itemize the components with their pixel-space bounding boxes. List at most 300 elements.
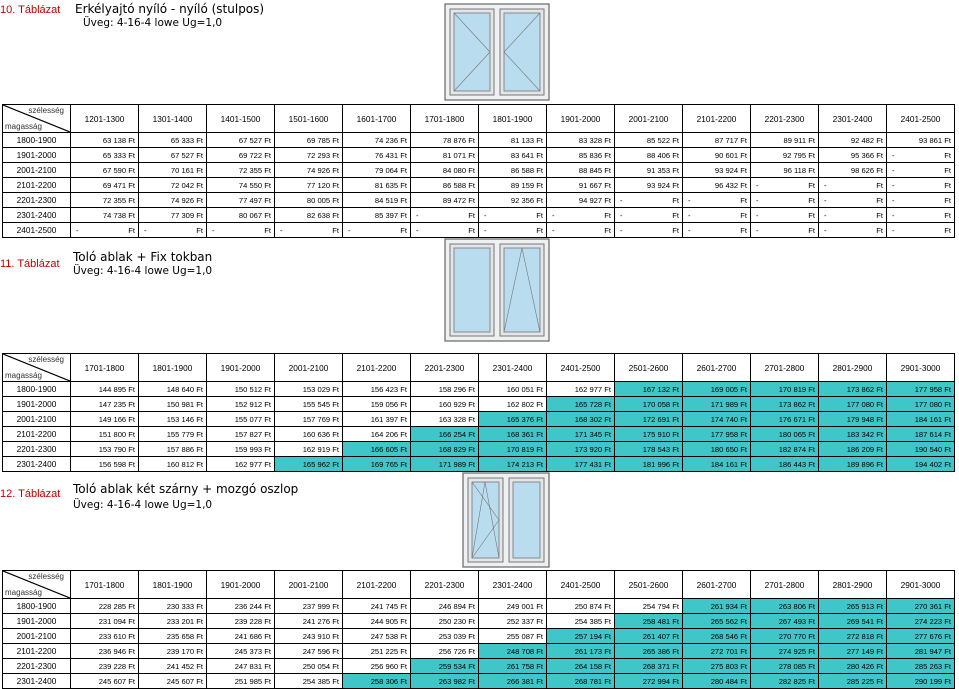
column-header: 1701-1800 [411, 105, 479, 133]
height-label: magasság [5, 122, 42, 131]
price-cell: - Ft [615, 223, 683, 238]
price-table-body [3, 105, 955, 238]
price-cell: 239 228 Ft [71, 659, 139, 674]
price-cell: 155 779 Ft [139, 427, 207, 442]
price-cell: - Ft [343, 223, 411, 238]
price-cell: 160 812 Ft [139, 457, 207, 472]
column-header: 2701-2800 [751, 354, 819, 382]
price-cell: 166 605 Ft [343, 442, 411, 457]
price-cell: 92 356 Ft [479, 193, 547, 208]
price-cell: 254 385 Ft [547, 614, 615, 629]
row-header: 1901-2000 [3, 397, 71, 412]
price-cell: 74 550 Ft [207, 178, 275, 193]
price-cell: 173 920 Ft [547, 442, 615, 457]
table-row [3, 457, 955, 472]
price-cell: 69 785 Ft [275, 133, 343, 148]
corner-cell [3, 105, 71, 133]
row-header: 1901-2000 [3, 148, 71, 163]
price-cell: 93 924 Ft [683, 163, 751, 178]
price-cell: 252 337 Ft [479, 614, 547, 629]
column-header: 2901-3000 [887, 354, 955, 382]
price-cell: 80 067 Ft [207, 208, 275, 223]
price-cell: 88 845 Ft [547, 163, 615, 178]
price-cell: 180 650 Ft [683, 442, 751, 457]
price-cell: 178 543 Ft [615, 442, 683, 457]
price-cell: 258 306 Ft [343, 674, 411, 689]
price-cell: - Ft [751, 223, 819, 238]
price-cell: 189 896 Ft [819, 457, 887, 472]
double-sliding-window-icon [462, 472, 550, 568]
price-cell: 266 381 Ft [479, 674, 547, 689]
price-cell: 249 001 Ft [479, 599, 547, 614]
price-cell: 173 862 Ft [819, 382, 887, 397]
price-cell: 170 819 Ft [751, 382, 819, 397]
price-cell: 171 989 Ft [683, 397, 751, 412]
price-cell: 169 765 Ft [343, 457, 411, 472]
price-cell: 259 534 Ft [411, 659, 479, 674]
column-header: 1401-1500 [207, 105, 275, 133]
row-header: 2301-2400 [3, 674, 71, 689]
price-cell: 70 161 Ft [139, 163, 207, 178]
price-table-body [3, 571, 955, 689]
table-row [3, 208, 955, 223]
row-header: 2201-2300 [3, 659, 71, 674]
price-cell: 95 366 Ft [819, 148, 887, 163]
price-cell: 157 886 Ft [139, 442, 207, 457]
table-row [3, 133, 955, 148]
price-cell: 274 223 Ft [887, 614, 955, 629]
table-row [3, 659, 955, 674]
price-cell: - Ft [819, 193, 887, 208]
price-cell: 157 769 Ft [275, 412, 343, 427]
table-row [3, 223, 955, 238]
price-cell: 77 497 Ft [207, 193, 275, 208]
price-cell: 176 671 Ft [751, 412, 819, 427]
price-cell: 181 996 Ft [615, 457, 683, 472]
price-cell: 247 596 Ft [275, 644, 343, 659]
column-header: 2001-2100 [275, 354, 343, 382]
table-title: Toló ablak két szárny + mozgó oszlop [73, 482, 299, 496]
table-row [3, 397, 955, 412]
price-cell: - Ft [887, 223, 955, 238]
price-cell: 263 982 Ft [411, 674, 479, 689]
row-header: 2301-2400 [3, 208, 71, 223]
width-label: szélesség [28, 106, 64, 115]
table-row [3, 427, 955, 442]
price-cell: - Ft [479, 208, 547, 223]
price-cell: 93 861 Ft [887, 133, 955, 148]
price-cell: 243 910 Ft [275, 629, 343, 644]
price-cell: 152 912 Ft [207, 397, 275, 412]
row-header: 1800-1900 [3, 382, 71, 397]
table-row [3, 442, 955, 457]
table-row [3, 674, 955, 689]
row-header: 2301-2400 [3, 457, 71, 472]
price-cell: 90 601 Ft [683, 148, 751, 163]
price-cell: 241 276 Ft [275, 614, 343, 629]
price-cell: 278 085 Ft [751, 659, 819, 674]
price-cell: 174 213 Ft [479, 457, 547, 472]
price-cell: 290 199 Ft [887, 674, 955, 689]
price-cell: 157 827 Ft [207, 427, 275, 442]
price-cell: 156 598 Ft [71, 457, 139, 472]
price-cell: 237 999 Ft [275, 599, 343, 614]
price-cell: 151 800 Ft [71, 427, 139, 442]
column-header: 2401-2500 [547, 571, 615, 599]
price-cell: 186 443 Ft [751, 457, 819, 472]
price-cell: 285 263 Ft [887, 659, 955, 674]
price-cell: 179 948 Ft [819, 412, 887, 427]
price-cell: 164 206 Ft [343, 427, 411, 442]
price-cell: 81 635 Ft [343, 178, 411, 193]
table-row [3, 614, 955, 629]
row-header: 2101-2200 [3, 427, 71, 442]
price-cell: 268 371 Ft [615, 659, 683, 674]
price-cell: 160 051 Ft [479, 382, 547, 397]
row-header: 2101-2200 [3, 644, 71, 659]
price-cell: 265 562 Ft [683, 614, 751, 629]
price-cell: - Ft [411, 208, 479, 223]
glass-spec: Üveg: 4-16-4 lowe Ug=1,0 [83, 17, 223, 29]
column-header: 2401-2500 [547, 354, 615, 382]
price-cell: 241 686 Ft [207, 629, 275, 644]
price-cell: 256 960 Ft [343, 659, 411, 674]
price-cell: 255 087 Ft [479, 629, 547, 644]
column-header: 1201-1300 [71, 105, 139, 133]
price-cell: 250 230 Ft [411, 614, 479, 629]
price-cell: - Ft [887, 208, 955, 223]
price-cell: - Ft [411, 223, 479, 238]
price-cell: 253 039 Ft [411, 629, 479, 644]
table-title: Erkélyajtó nyíló - nyíló (stulpos) [75, 2, 265, 16]
price-cell: 148 640 Ft [139, 382, 207, 397]
row-header: 2001-2100 [3, 412, 71, 427]
price-cell: 190 540 Ft [887, 442, 955, 457]
table-row [3, 193, 955, 208]
price-table-11 [2, 353, 955, 472]
price-cell: 89 472 Ft [411, 193, 479, 208]
price-cell: 280 426 Ft [819, 659, 887, 674]
price-cell: 77 120 Ft [275, 178, 343, 193]
price-cell: 187 614 Ft [887, 427, 955, 442]
price-cell: 230 333 Ft [139, 599, 207, 614]
column-header: 1901-2000 [207, 354, 275, 382]
corner-cell [3, 354, 71, 382]
price-cell: 241 452 Ft [139, 659, 207, 674]
price-cell: 175 910 Ft [615, 427, 683, 442]
price-cell: - Ft [615, 193, 683, 208]
price-cell: 281 947 Ft [887, 644, 955, 659]
corner-cell [3, 571, 71, 599]
price-cell: 233 610 Ft [71, 629, 139, 644]
width-label: szélesség [28, 572, 64, 581]
price-cell: 74 926 Ft [275, 163, 343, 178]
height-label: magasság [5, 371, 42, 380]
price-cell: 67 527 Ft [139, 148, 207, 163]
price-cell: 168 361 Ft [479, 427, 547, 442]
price-cell: 91 667 Ft [547, 178, 615, 193]
price-cell: 86 588 Ft [411, 178, 479, 193]
price-cell: 67 590 Ft [71, 163, 139, 178]
row-header: 2201-2300 [3, 442, 71, 457]
column-header: 2101-2200 [343, 571, 411, 599]
price-cell: 150 981 Ft [139, 397, 207, 412]
table-header-row [3, 571, 955, 599]
price-cell: 72 042 Ft [139, 178, 207, 193]
row-header: 2001-2100 [3, 163, 71, 178]
table-row [3, 599, 955, 614]
price-cell: 282 825 Ft [751, 674, 819, 689]
row-header: 2001-2100 [3, 629, 71, 644]
price-cell: 272 818 Ft [819, 629, 887, 644]
price-cell: 236 946 Ft [71, 644, 139, 659]
column-header: 1601-1700 [343, 105, 411, 133]
price-cell: - Ft [751, 208, 819, 223]
price-cell: 247 831 Ft [207, 659, 275, 674]
price-cell: 265 386 Ft [615, 644, 683, 659]
price-cell: 170 819 Ft [479, 442, 547, 457]
price-cell: 74 926 Ft [139, 193, 207, 208]
price-cell: 162 919 Ft [275, 442, 343, 457]
price-cell: - Ft [207, 223, 275, 238]
price-cell: 155 545 Ft [275, 397, 343, 412]
price-cell: 165 376 Ft [479, 412, 547, 427]
price-cell: 269 541 Ft [819, 614, 887, 629]
price-cell: 159 993 Ft [207, 442, 275, 457]
column-header: 2301-2400 [479, 571, 547, 599]
price-cell: 77 309 Ft [139, 208, 207, 223]
price-cell: 245 607 Ft [71, 674, 139, 689]
row-header: 1800-1900 [3, 133, 71, 148]
price-cell: - Ft [615, 208, 683, 223]
price-cell: 165 728 Ft [547, 397, 615, 412]
price-cell: 84 080 Ft [411, 163, 479, 178]
column-header: 2701-2800 [751, 571, 819, 599]
price-cell: 263 806 Ft [751, 599, 819, 614]
price-cell: 251 985 Ft [207, 674, 275, 689]
price-cell: 241 745 Ft [343, 599, 411, 614]
price-cell: 80 005 Ft [275, 193, 343, 208]
price-cell: 81 133 Ft [479, 133, 547, 148]
column-header: 2101-2200 [683, 105, 751, 133]
price-cell: 72 293 Ft [275, 148, 343, 163]
price-cell: 272 701 Ft [683, 644, 751, 659]
column-header: 1901-2000 [207, 571, 275, 599]
price-cell: 267 493 Ft [751, 614, 819, 629]
column-header: 2201-2300 [411, 571, 479, 599]
column-header: 2601-2700 [683, 571, 751, 599]
width-label: szélesség [28, 355, 64, 364]
price-cell: 233 201 Ft [139, 614, 207, 629]
price-cell: 84 519 Ft [343, 193, 411, 208]
price-cell: 153 029 Ft [275, 382, 343, 397]
column-header: 2001-2100 [615, 105, 683, 133]
price-cell: 155 077 Ft [207, 412, 275, 427]
table-row [3, 629, 955, 644]
price-cell: 76 431 Ft [343, 148, 411, 163]
price-cell: 153 146 Ft [139, 412, 207, 427]
price-cell: 162 802 Ft [479, 397, 547, 412]
column-header: 1801-1900 [139, 571, 207, 599]
price-cell: - Ft [819, 208, 887, 223]
price-cell: 160 636 Ft [275, 427, 343, 442]
price-cell: - Ft [887, 163, 955, 178]
table-row [3, 644, 955, 659]
price-cell: - Ft [819, 178, 887, 193]
price-cell: 92 482 Ft [819, 133, 887, 148]
price-cell: 257 194 Ft [547, 629, 615, 644]
price-cell: - Ft [275, 223, 343, 238]
price-cell: 81 071 Ft [411, 148, 479, 163]
price-cell: 177 958 Ft [887, 382, 955, 397]
column-header: 2501-2600 [615, 571, 683, 599]
column-header: 2901-3000 [887, 571, 955, 599]
price-cell: - Ft [71, 223, 139, 238]
price-cell: - Ft [683, 208, 751, 223]
price-cell: 85 836 Ft [547, 148, 615, 163]
sliding-window-icon [444, 238, 550, 342]
double-door-icon [444, 3, 550, 101]
table-row [3, 163, 955, 178]
column-header: 2801-2900 [819, 571, 887, 599]
price-cell: 239 170 Ft [139, 644, 207, 659]
price-cell: - Ft [683, 193, 751, 208]
column-header: 1301-1400 [139, 105, 207, 133]
row-header: 2101-2200 [3, 178, 71, 193]
price-cell: - Ft [547, 208, 615, 223]
price-cell: 166 254 Ft [411, 427, 479, 442]
price-cell: 251 225 Ft [343, 644, 411, 659]
price-cell: - Ft [479, 223, 547, 238]
price-cell: 94 927 Ft [547, 193, 615, 208]
price-cell: 158 296 Ft [411, 382, 479, 397]
price-cell: 171 345 Ft [547, 427, 615, 442]
price-cell: 183 342 Ft [819, 427, 887, 442]
price-cell: 245 607 Ft [139, 674, 207, 689]
column-header: 1501-1600 [275, 105, 343, 133]
column-header: 2801-2900 [819, 354, 887, 382]
column-header: 1801-1900 [139, 354, 207, 382]
price-cell: 177 080 Ft [887, 397, 955, 412]
table-row [3, 148, 955, 163]
price-cell: 177 431 Ft [547, 457, 615, 472]
price-cell: 245 373 Ft [207, 644, 275, 659]
price-cell: 168 829 Ft [411, 442, 479, 457]
height-label: magasság [5, 588, 42, 597]
price-cell: 85 522 Ft [615, 133, 683, 148]
column-header: 2601-2700 [683, 354, 751, 382]
price-cell: 180 065 Ft [751, 427, 819, 442]
price-cell: 74 738 Ft [71, 208, 139, 223]
price-cell: 277 149 Ft [819, 644, 887, 659]
price-cell: 165 962 Ft [275, 457, 343, 472]
price-cell: 261 934 Ft [683, 599, 751, 614]
price-cell: 194 402 Ft [887, 457, 955, 472]
column-header: 1801-1900 [479, 105, 547, 133]
column-header: 2401-2500 [887, 105, 955, 133]
column-header: 2301-2400 [819, 105, 887, 133]
price-cell: 67 527 Ft [207, 133, 275, 148]
price-cell: 63 138 Ft [71, 133, 139, 148]
price-cell: 98 626 Ft [819, 163, 887, 178]
price-cell: 96 432 Ft [683, 178, 751, 193]
price-cell: 264 158 Ft [547, 659, 615, 674]
column-header: 2301-2400 [479, 354, 547, 382]
price-cell: 89 159 Ft [479, 178, 547, 193]
price-cell: 239 228 Ft [207, 614, 275, 629]
glass-spec: Üveg: 4-16-4 lowe Ug=1,0 [73, 265, 213, 277]
price-cell: 162 977 Ft [547, 382, 615, 397]
price-cell: 83 328 Ft [547, 133, 615, 148]
price-cell: 149 166 Ft [71, 412, 139, 427]
price-cell: 250 874 Ft [547, 599, 615, 614]
price-cell: 87 717 Ft [683, 133, 751, 148]
column-header: 1901-2000 [547, 105, 615, 133]
glass-spec: Üveg: 4-16-4 lowe Ug=1,0 [73, 499, 213, 511]
price-cell: 83 641 Ft [479, 148, 547, 163]
price-cell: 186 209 Ft [819, 442, 887, 457]
price-cell: 275 803 Ft [683, 659, 751, 674]
price-cell: 161 397 Ft [343, 412, 411, 427]
row-header: 1901-2000 [3, 614, 71, 629]
table-row [3, 382, 955, 397]
price-cell: 85 397 Ft [343, 208, 411, 223]
price-cell: 91 353 Ft [615, 163, 683, 178]
price-cell: 268 781 Ft [547, 674, 615, 689]
price-cell: 177 958 Ft [683, 427, 751, 442]
price-cell: 235 658 Ft [139, 629, 207, 644]
table-number: 10. Táblázat [0, 4, 61, 16]
price-cell: 274 925 Ft [751, 644, 819, 659]
column-header: 1701-1800 [71, 354, 139, 382]
price-cell: 261 407 Ft [615, 629, 683, 644]
column-header: 2501-2600 [615, 354, 683, 382]
price-cell: - Ft [683, 223, 751, 238]
price-cell: 270 770 Ft [751, 629, 819, 644]
price-cell: 247 538 Ft [343, 629, 411, 644]
price-cell: 280 484 Ft [683, 674, 751, 689]
price-cell: 89 911 Ft [751, 133, 819, 148]
price-cell: 92 795 Ft [751, 148, 819, 163]
price-cell: - Ft [751, 193, 819, 208]
price-cell: 285 225 Ft [819, 674, 887, 689]
price-cell: 159 056 Ft [343, 397, 411, 412]
column-header: 2201-2300 [751, 105, 819, 133]
price-cell: 261 173 Ft [547, 644, 615, 659]
price-cell: 258 481 Ft [615, 614, 683, 629]
column-header: 2201-2300 [411, 354, 479, 382]
price-cell: 169 005 Ft [683, 382, 751, 397]
price-cell: 246 894 Ft [411, 599, 479, 614]
price-cell: 72 355 Ft [71, 193, 139, 208]
price-cell: 184 161 Ft [683, 457, 751, 472]
table-title: Toló ablak + Fix tokban [73, 250, 213, 264]
price-cell: 150 512 Ft [207, 382, 275, 397]
price-cell: 174 740 Ft [683, 412, 751, 427]
price-cell: 250 054 Ft [275, 659, 343, 674]
table-header-row [3, 354, 955, 382]
price-cell: 254 385 Ft [275, 674, 343, 689]
price-cell: 88 406 Ft [615, 148, 683, 163]
price-cell: 270 361 Ft [887, 599, 955, 614]
price-cell: - Ft [887, 178, 955, 193]
price-cell: 163 328 Ft [411, 412, 479, 427]
price-cell: 69 471 Ft [71, 178, 139, 193]
row-header: 2401-2500 [3, 223, 71, 238]
price-cell: 69 722 Ft [207, 148, 275, 163]
table-header-row [3, 105, 955, 133]
column-header: 1701-1800 [71, 571, 139, 599]
